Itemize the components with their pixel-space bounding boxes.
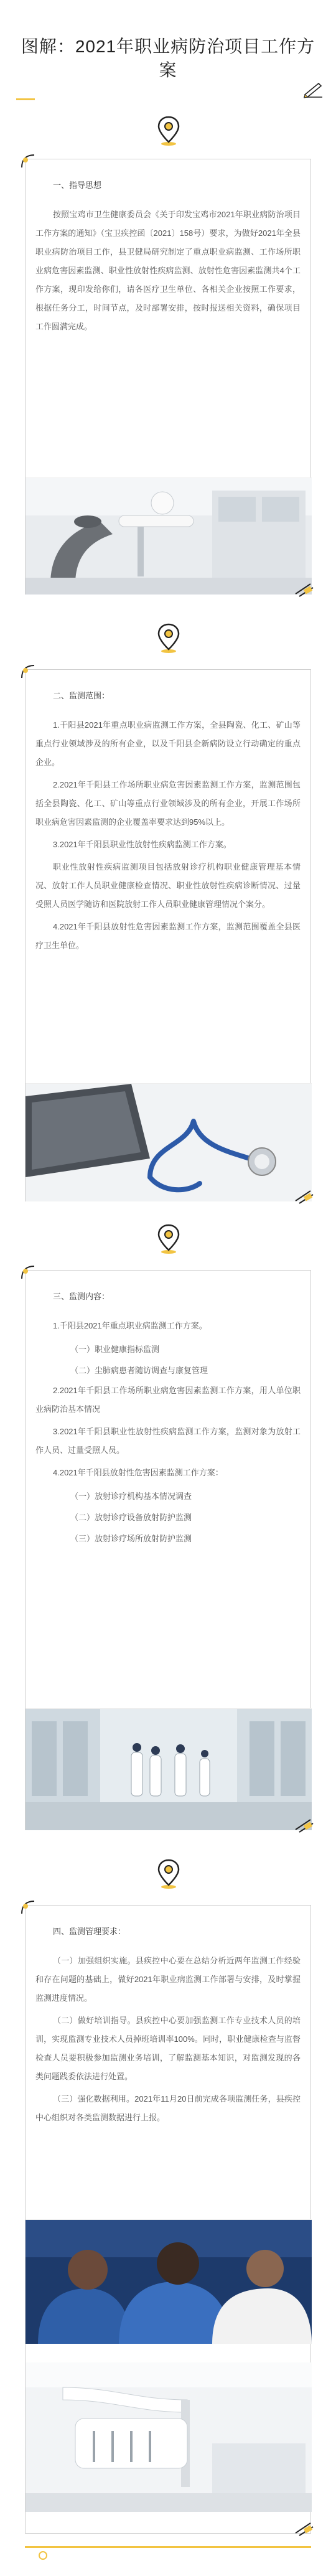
section-heading: 一、指导思想: [53, 181, 102, 190]
paragraph: （一）加强组织实施。县疾控中心要在总结分析近两年监测工作经验和存在问题的基础上，做好2021年职业病监测工作部署与安排，及时掌握监测进度情况。: [35, 1956, 301, 2003]
section-heading: 三、监测内容：: [53, 1292, 110, 1301]
corner-decoration-icon: [19, 1262, 44, 1281]
sub-item: （二）尘肺病患者随访调查与康复管理: [70, 1366, 208, 1375]
corner-decoration-icon: [19, 1897, 44, 1916]
paragraph: 职业性放射性疾病监测项目包括放射诊疗机构职业健康管理基本情况、放射工作人员职业健康检查情况、职业性放射性疾病诊断情况、过量受照人员医学随访和医院放射工作人员职业健康管理情况个案分。: [35, 862, 301, 909]
location-pin-icon: [156, 1223, 182, 1254]
sub-item: （一）职业健康指标监测: [70, 1345, 160, 1354]
location-pin-icon: [156, 115, 182, 146]
corner-decoration-icon: [292, 1817, 317, 1836]
dental-clinic-photo: [26, 477, 312, 595]
paragraph: 2.2021年千阳县工作场所职业病危害因素监测工作方案，监测范围包括全县陶瓷、化工、矿山等重点行业领域涉及的所有企业，开展工作场所职业病危害因素监测的企业覆盖率要求达到95%以上。: [35, 780, 301, 827]
corner-decoration-icon: [19, 662, 44, 680]
header: [0, 0, 336, 100]
corner-decoration-icon: [292, 2521, 317, 2539]
section-top-border: [25, 669, 311, 670]
paragraph: 3.2021年千阳县职业性放射性疾病监测工作方案。: [53, 840, 231, 849]
footer-dot: [39, 2551, 47, 2560]
title-underline: [16, 98, 35, 100]
section-heading: 四、监测管理要求：: [53, 1927, 126, 1936]
sub-item: （二）放射诊疗设备放射防护监测: [70, 1513, 192, 1522]
footer-accent-bar: [25, 2546, 311, 2548]
corner-decoration-icon: [19, 151, 44, 170]
corner-decoration-icon: [292, 581, 317, 600]
hospital-corridor-photo: [26, 1708, 312, 1830]
sub-item: （三）放射诊疗场所放射防护监测: [70, 1534, 192, 1543]
paragraph: 4.2021年千阳县放射性危害因素监测工作方案：: [53, 1468, 223, 1477]
section-monitoring-content: [25, 1270, 311, 1830]
section-top-border: [25, 1270, 311, 1271]
location-pin-icon: [156, 1858, 182, 1889]
paragraph: 3.2021年千阳县职业性放射性疾病监测工作方案，监测对象为放射工作人员、过量受照人员。: [35, 1427, 301, 1455]
paragraph: （二）做好培训指导。县疾控中心要加强监测工作专业技术人员的培训，实现监测专业技术人员掉班培训率100%。同时，职业健康检查与监督检查人员要积极参加监测业务培训，了解监测基本知识，对监测发现的各类问题践委依法进行处置。: [35, 2016, 301, 2081]
paragraph: 1.千阳县2021年重点职业病监测工作方案。: [53, 1321, 207, 1330]
paragraph: 按照宝鸡市卫生健康委员会《关于印发宝鸡市2021年职业病防治项目工作方案的通知》（宝卫疾控函〔2021〕158号）要求，为做好2021年全县职业病防治项目工作，县卫健局研究制定了重点职业病监测、工作场所职业病危害因素监测、职业性放射性疾病监测、放射性危害因素监测共4个工作方案，现印发给你们，请各医疗卫生单位、各相关企业按照工作要求，根据任务分工，时间节点，及时部署安排，按时报送相关资料，确保项目工作圆满完成。: [35, 210, 301, 331]
paragraph: 1.千阳县2021年重点职业病监测工作方案，全县陶瓷、化工、矿山等重点行业领域涉及的所有企业，以及千阳县企新病防设立行动确定的重点企业。: [35, 720, 301, 767]
medical-workers-photo: [26, 2219, 312, 2344]
page-title: 图解：2021年职业病防治项目工作方案: [21, 37, 315, 80]
section-management-requirements: [25, 1905, 311, 2534]
corner-decoration-icon: [292, 1188, 317, 1207]
sub-item: （一）放射诊疗机构基本情况调查: [70, 1492, 192, 1501]
pen-icon: [302, 81, 324, 98]
section-top-border: [25, 1905, 311, 1906]
paragraph: 4.2021年千阳县放射性危害因素监测工作方案，监测范围覆盖全县医疗卫生单位。: [35, 922, 301, 950]
section-monitoring-scope: [25, 669, 311, 1201]
section-guiding-thought: [25, 159, 311, 595]
dental-equipment-photo: [26, 2362, 312, 2512]
location-pin-icon: [156, 623, 182, 654]
paragraph: 2.2021年千阳县工作场所职业病危害因素监测工作方案，用人单位职业病防治基本情况: [35, 1386, 301, 1414]
paragraph: （三）强化数据利用。2021年11月20日前完成各项监测任务，县疾控中心组织对各类监测数据进行上报。: [35, 2094, 301, 2122]
stethoscope-laptop-photo: [26, 1083, 312, 1201]
section-heading: 二、监测范围：: [53, 691, 110, 700]
